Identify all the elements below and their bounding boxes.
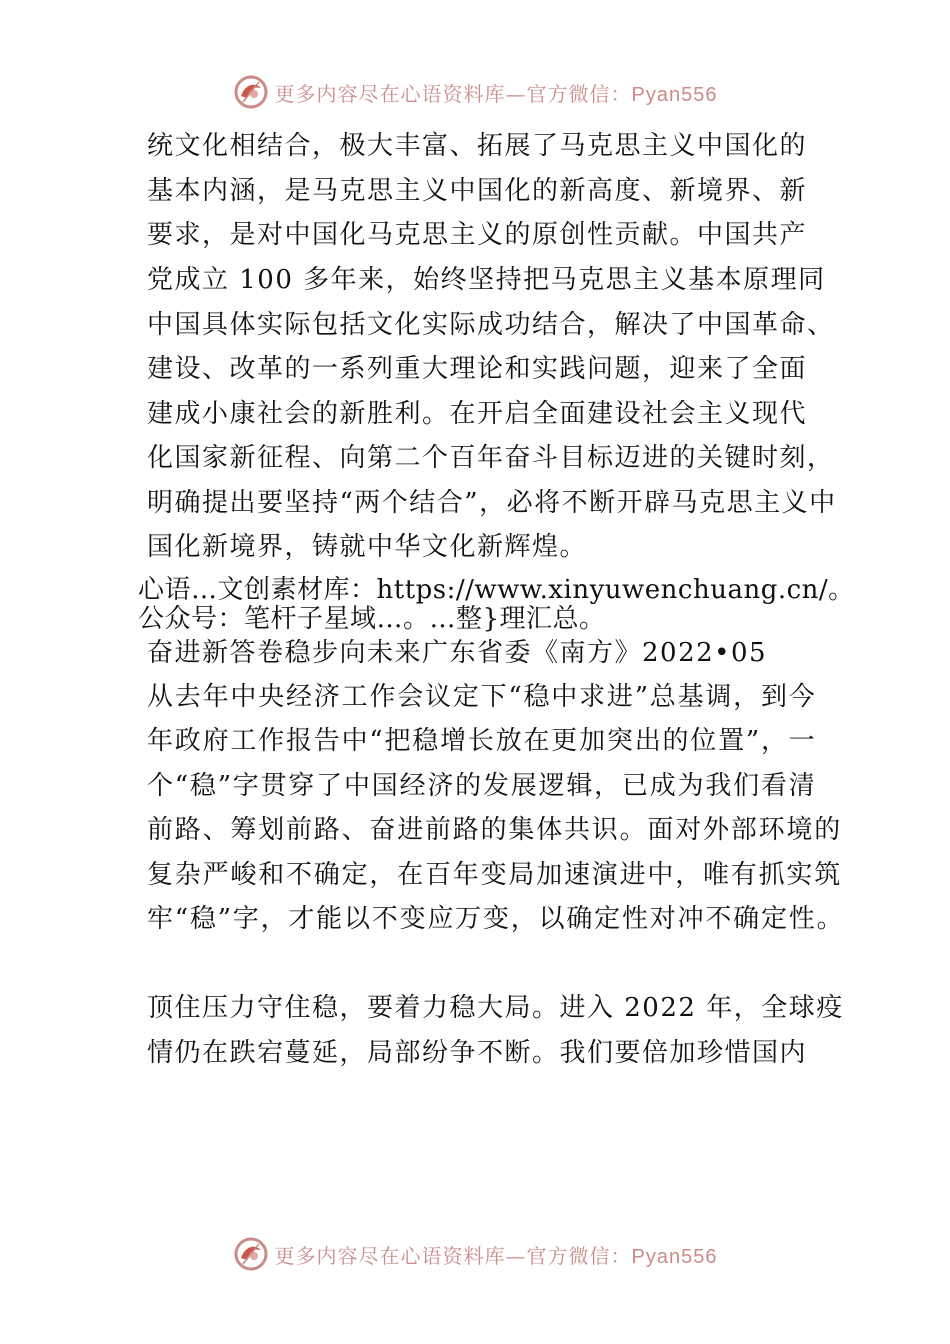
text-line: 建成小康社会的新胜利。在开启全面建设社会主义现代 (147, 399, 808, 429)
text-line: 化国家新征程、向第二个百年奋斗目标迈进的关键时刻， (147, 443, 835, 473)
text-line: 国化新境界，铸就中华文化新辉煌。 (147, 532, 588, 562)
text-line: 从去年中央经济工作会议定下“稳中求进”总基调，到今 (147, 682, 817, 712)
text-line: 前路、筹划前路、奋进前路的集体共识。面对外部环境的 (147, 815, 843, 845)
header-banner-text (275, 78, 718, 107)
text-line: 统文化相结合，极大丰富、拓展了马克思主义中国化的 (147, 131, 808, 161)
text-line: 复杂严峻和不确定，在百年变局加速演进中，唯有抓实筑 (147, 860, 843, 890)
text-line: 基本内涵，是马克思主义中国化的新高度、新境界、新 (147, 176, 808, 206)
flower-seal-logo-icon (233, 1236, 269, 1272)
article-title: 奋进新答卷稳步向未来广东省委《南方》2022•05 (147, 638, 768, 668)
footer-banner-text (275, 1240, 718, 1269)
footer-banner-wechat-id: Pyan556 (631, 1245, 718, 1268)
text-line: 情仍在跌宕蔓延，局部纷争不断。我们要倍加珍惜国内 (147, 1038, 808, 1068)
text-line: 顶住压力守住稳，要着力稳大局。进入 2022 年，全球疫 (147, 993, 844, 1023)
text-line: 牢“稳”字，才能以不变应万变，以确定性对冲不确定性。 (147, 904, 845, 934)
header-banner-wechat-id: Pyan556 (631, 83, 718, 106)
text-line: 中国具体实际包括文化实际成功结合，解决了中国革命、 (147, 310, 835, 340)
text-line: 明确提出要坚持“两个结合”，必将不断开辟马克思主义中 (147, 488, 837, 518)
source-note-site: 心语…文创素材库：https://www.xinyuwenchuang.cn/。 (138, 575, 855, 605)
footer-banner-cn: 更多内容尽在心语资料库—官方微信： (274, 1243, 632, 1268)
source-note-account: 公众号：笔杆子星域…。…整}理汇总。 (138, 604, 606, 634)
text-line: 年政府工作报告中“把稳增长放在更加突出的位置”，一 (147, 726, 817, 756)
text-line: 党成立 100 多年来，始终坚持把马克思主义基本原理同 (147, 265, 826, 295)
flower-seal-logo-icon (233, 74, 269, 110)
header-banner (0, 70, 950, 114)
text-line: 建设、改革的一系列重大理论和实践问题，迎来了全面 (147, 354, 808, 384)
footer-banner (0, 1232, 950, 1276)
header-banner-cn: 更多内容尽在心语资料库—官方微信： (274, 81, 632, 106)
text-line: 要求，是对中国化马克思主义的原创性贡献。中国共产 (147, 220, 808, 250)
text-line: 个“稳”字贯穿了中国经济的发展逻辑，已成为我们看清 (147, 771, 817, 801)
